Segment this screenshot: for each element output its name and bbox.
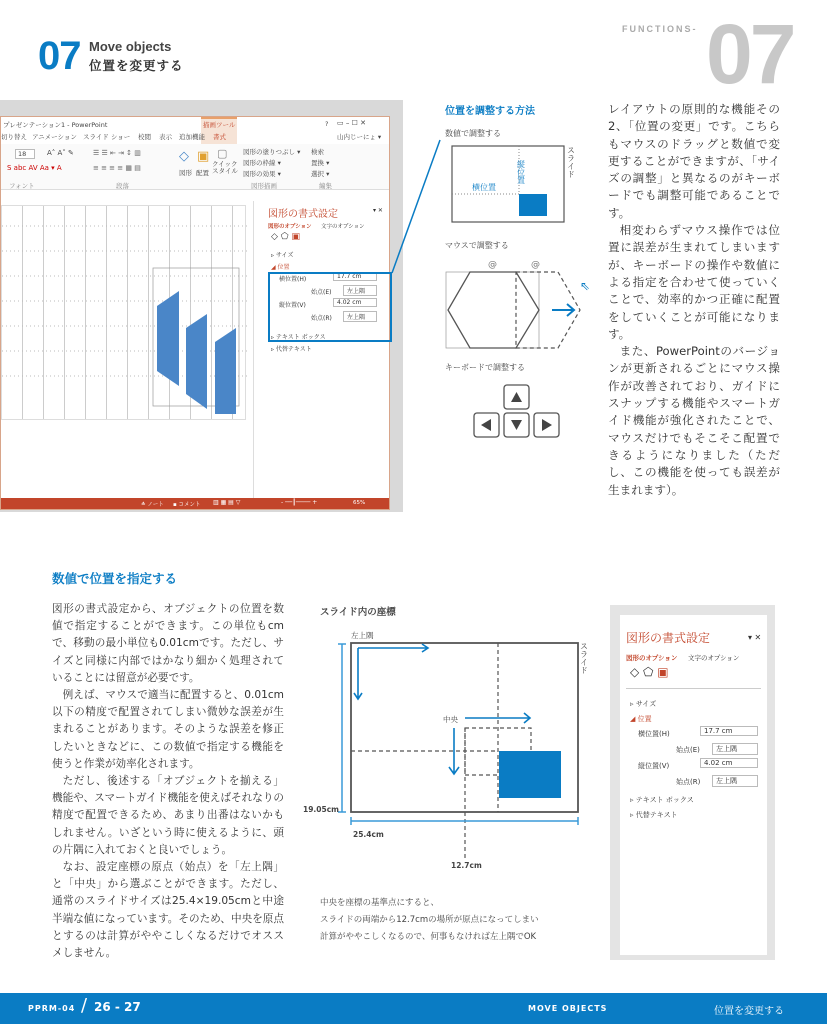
window-controls[interactable]: ▭ – ☐ ✕ <box>337 119 366 127</box>
tab-shape-options[interactable]: 図形のオプション <box>268 224 312 230</box>
fill-line-icon[interactable]: ◇ ⬠ ▣ <box>271 232 300 242</box>
group-paragraph: 段落 <box>116 182 129 190</box>
intro-paragraph: また、PowerPointのバージョンが更新されるごとにマウス操作が改善されており、ガイドにスナップする機能やスマートガイド機能が強化されたことで、マウスだけでもそこそこ配置できるようになりました（ただし、この機能を使っても誤差が生まれます）。 <box>608 344 780 497</box>
shape-outline-button[interactable]: 図形の枠線 ▾ <box>243 159 281 167</box>
tab-review[interactable]: 校閲 <box>138 133 151 141</box>
textbox-label: テキスト ボックス <box>635 796 694 804</box>
tab-format[interactable]: 書式 <box>213 133 226 141</box>
slide-coordinates-diagram <box>300 600 605 945</box>
caption-line: 中央を座標の基準点にすると、 <box>320 898 440 908</box>
format-shape-pane <box>263 201 389 501</box>
pane-close-icon[interactable]: ▾ ✕ <box>748 633 762 642</box>
user-account[interactable]: 山内じーにょ ▾ <box>337 133 382 141</box>
window-title: プレゼンテーション1 - PowerPoint <box>3 121 108 129</box>
tab-transitions[interactable]: 切り替え <box>1 133 27 141</box>
format-pane-closeup <box>610 605 775 960</box>
position-label: 位置 <box>277 264 290 271</box>
alt-text-label: 代替テキスト <box>275 346 312 353</box>
section-textbox[interactable]: ▹ テキスト ボックス <box>271 334 326 341</box>
find-button[interactable]: 検索 <box>311 148 324 156</box>
font-tools[interactable]: A˄ A˅ ✎ <box>47 149 74 157</box>
keyboard-label: キーボードで調整する <box>445 363 525 372</box>
numeric-target-shape <box>519 194 547 216</box>
textbox-label: テキスト ボックス <box>275 334 326 341</box>
from-f-label: 始点(E) <box>311 289 332 296</box>
slide-label: スライド <box>579 642 589 674</box>
from-r-select[interactable]: 左上隅 <box>712 775 758 787</box>
alt-text-label: 代替テキスト <box>635 811 678 819</box>
height-label: 19.05cm <box>303 805 339 814</box>
view-buttons[interactable]: ▥ ▦ ▤ ▽ <box>213 499 241 506</box>
tab-text-options[interactable]: 文字のオプション <box>688 654 740 662</box>
section-alt-text[interactable]: ▹ 代替テキスト <box>630 811 678 819</box>
footer-slash: / <box>81 995 88 1016</box>
section-position[interactable]: ◢ 位置 <box>630 715 652 723</box>
replace-button[interactable]: 置換 ▾ <box>311 159 330 167</box>
zoom-slider[interactable]: - ──┃──── + <box>281 499 318 506</box>
tab-animations[interactable]: アニメーション <box>32 133 77 141</box>
half-width-label: 12.7cm <box>451 861 482 870</box>
slide-canvas[interactable] <box>1 205 246 420</box>
body-paragraph: 例えば、マウスで適当に配置すると、0.01cm以下の精度で配置されてしまい微妙な誤差が生まれることがあります。そのような誤差を修正したいときなどに、この数値で指定する機能を使うと作業が効率化されます。 <box>52 689 284 770</box>
cursor-icon: ⇖ <box>580 279 591 293</box>
arrange-button[interactable]: 配置 <box>196 169 209 177</box>
zoom-level[interactable]: 65% <box>353 500 366 506</box>
slide-shapes <box>2 206 247 421</box>
h-position-input[interactable]: 17.7 cm <box>700 726 758 736</box>
font-color-button[interactable]: S abc AV Aa ▾ A <box>7 164 62 172</box>
quick-style-button[interactable]: クイック スタイル <box>212 160 238 175</box>
comments-button[interactable]: ▪ コメント <box>173 502 201 508</box>
v-position-label: 縦位置(V) <box>638 762 670 770</box>
callout-line <box>390 135 445 275</box>
select-button[interactable]: 選択 ▾ <box>311 170 330 178</box>
section-heading: 数値で位置を指定する <box>52 571 178 586</box>
mouse-label: マウスで調整する <box>445 241 509 250</box>
caption-line: スライドの両端から12.7cmの場所が原点になってしまい <box>320 915 539 925</box>
arrange-icon: ▣ <box>197 149 210 164</box>
tab-shape-options[interactable]: 図形のオプション <box>626 654 678 662</box>
chapter-title-en: Move objects <box>89 39 172 54</box>
status-bar <box>1 498 390 509</box>
methods-title: 位置を調整する方法 <box>445 106 535 117</box>
drawing-tools-label: 描画ツール <box>203 121 236 129</box>
tab-addins[interactable]: 追加機能 <box>179 133 205 141</box>
h-position-label: 横位置(H) <box>279 276 307 283</box>
slide-label: スライド <box>566 146 576 178</box>
section-textbox[interactable]: ▹ テキスト ボックス <box>630 796 694 804</box>
shape-effects-button[interactable]: 図形の効果 ▾ <box>243 170 281 178</box>
body-paragraph: なお、設定座標の原点（始点）を「左上隅」と「中央」から選ぶことができます。ただし、通常のスライドサイズは25.4×19.05cmと中途半端な値になっています。そのため、中央を原点とするのは計算がややこしくなるだけでオススメしません。 <box>52 861 284 960</box>
chapter-title-jp: 位置を変更する <box>89 58 184 73</box>
tab-slideshow[interactable]: スライド ショー <box>83 133 131 141</box>
align-tools[interactable]: ≡ ≡ ≡ ≡ ▦ ▤ <box>93 164 141 172</box>
intro-text <box>608 101 780 499</box>
help-button[interactable]: ? <box>325 120 329 128</box>
from-f-label: 始点(E) <box>676 746 700 754</box>
body-paragraph: ただし、後述する「オブジェクトを揃える」機能や、スマートガイド機能を使えばそれなりの精度で配置できるため、あまり出番はないかもしれません。いざという時に使えるように、頭の片隅に入れておくと良いでしょう。 <box>52 775 285 856</box>
size-label: サイズ <box>275 252 294 259</box>
intro-paragraph: 相変わらずマウス操作では位置に誤差が生まれてしまいますが、キーボードの操作や数値による指定を合わせて使っていくことで、効率的かつ正確に配置をしていくことが可能になります。 <box>608 223 780 341</box>
section-alt-text[interactable]: ▹ 代替テキスト <box>271 346 312 353</box>
big-chapter-number: 07 <box>706 7 794 101</box>
caption-line: 計算がややこしくなるので、何事もなければ左上隅でOK <box>320 932 537 942</box>
pane-title: 図形の書式設定 <box>626 631 711 645</box>
group-editing: 編集 <box>319 182 332 190</box>
from-r-select[interactable]: 左上隅 <box>343 311 377 322</box>
shape-button[interactable]: 図形 <box>179 169 192 177</box>
notes-button[interactable]: ≛ ノート <box>141 502 164 508</box>
size-label: サイズ <box>635 700 657 708</box>
vertical-label: 縦位置 <box>516 160 526 184</box>
shapes-icon: ◇ <box>179 149 189 164</box>
rotate-handle-icon: @ <box>531 260 540 270</box>
functions-label: FUNCTIONS- <box>622 24 698 34</box>
shape-panel-2 <box>186 314 207 409</box>
chapter-number: 07 <box>38 34 81 78</box>
from-f-select[interactable]: 左上隅 <box>343 285 377 296</box>
center-label: 中央 <box>443 715 458 724</box>
intro-paragraph: レイアウトの原則的な機能その2、「位置の変更」です。こちらもマウスのドラッグと数値で変更することができますが、「サイズの調整」と異なるのがキーボードでも調整可能であることです。 <box>608 102 780 220</box>
target-shape <box>499 751 561 798</box>
hexagon-shape <box>448 272 539 348</box>
from-r-label: 始点(R) <box>676 778 701 786</box>
section-position[interactable]: ◢ 位置 <box>271 264 290 271</box>
pane-close-icon[interactable]: ▾ ✕ <box>373 207 383 214</box>
position-label: 位置 <box>637 715 652 723</box>
position-highlight <box>268 272 392 342</box>
horizontal-label: 横位置 <box>472 183 496 192</box>
font-size-select[interactable]: 18 <box>15 149 35 159</box>
footer-code: PPRM-04 <box>28 1004 76 1013</box>
v-position-input[interactable]: 4.02 cm <box>333 298 377 307</box>
h-position-label: 横位置(H) <box>638 730 670 738</box>
body-text <box>52 601 284 962</box>
shape-fill-button[interactable]: 図形の塗りつぶし ▾ <box>243 148 301 156</box>
rotate-handle-icon: @ <box>488 260 497 270</box>
from-f-select[interactable]: 左上隅 <box>712 743 758 755</box>
scrollbar[interactable] <box>253 201 261 501</box>
footer-pages: 26 - 27 <box>94 1000 141 1014</box>
numeric-label: 数値で調整する <box>445 129 501 138</box>
v-position-input[interactable]: 4.02 cm <box>700 758 758 768</box>
shape-panel-1 <box>157 291 179 386</box>
section-size[interactable]: ▹ サイズ <box>271 252 294 259</box>
pane-title: 図形の書式設定 <box>268 209 338 220</box>
coords-title: スライド内の座標 <box>320 607 396 618</box>
shape-panel-3 <box>215 328 236 414</box>
width-label: 25.4cm <box>353 830 384 839</box>
top-left-label: 左上隅 <box>351 631 374 640</box>
quick-style-icon: ▢ <box>217 147 228 160</box>
from-r-label: 始点(R) <box>311 315 332 322</box>
footer-section-en: MOVE OBJECTS <box>528 1004 608 1013</box>
group-font: フォント <box>9 182 35 190</box>
group-drawing: 図形描画 <box>251 182 277 190</box>
page-footer <box>0 993 827 1024</box>
h-position-input[interactable]: 17.7 cm <box>333 272 377 281</box>
section-size[interactable]: ▹ サイズ <box>630 700 657 708</box>
tab-text-options[interactable]: 文字のオプション <box>321 224 365 230</box>
body-paragraph: 図形の書式設定から、オブジェクトの位置を数値で指定することができます。この単位もcmで、移動の最小単位も0.01cmです。ただし、サイズと同様に内部ではかなり細かく処理されていることには留意が必要です。 <box>52 603 284 684</box>
option-icons[interactable]: ◇ ⬠ ▣ <box>630 665 669 679</box>
tab-view[interactable]: 表示 <box>159 133 172 141</box>
footer-section-jp: 位置を変更する <box>714 1006 784 1017</box>
v-position-label: 縦位置(V) <box>279 302 306 309</box>
position-methods-diagram <box>440 100 605 445</box>
paragraph-tools[interactable]: ☰ ☰ ⇤ ⇥ ↕ ▥ <box>93 149 141 157</box>
ribbon <box>1 144 390 190</box>
